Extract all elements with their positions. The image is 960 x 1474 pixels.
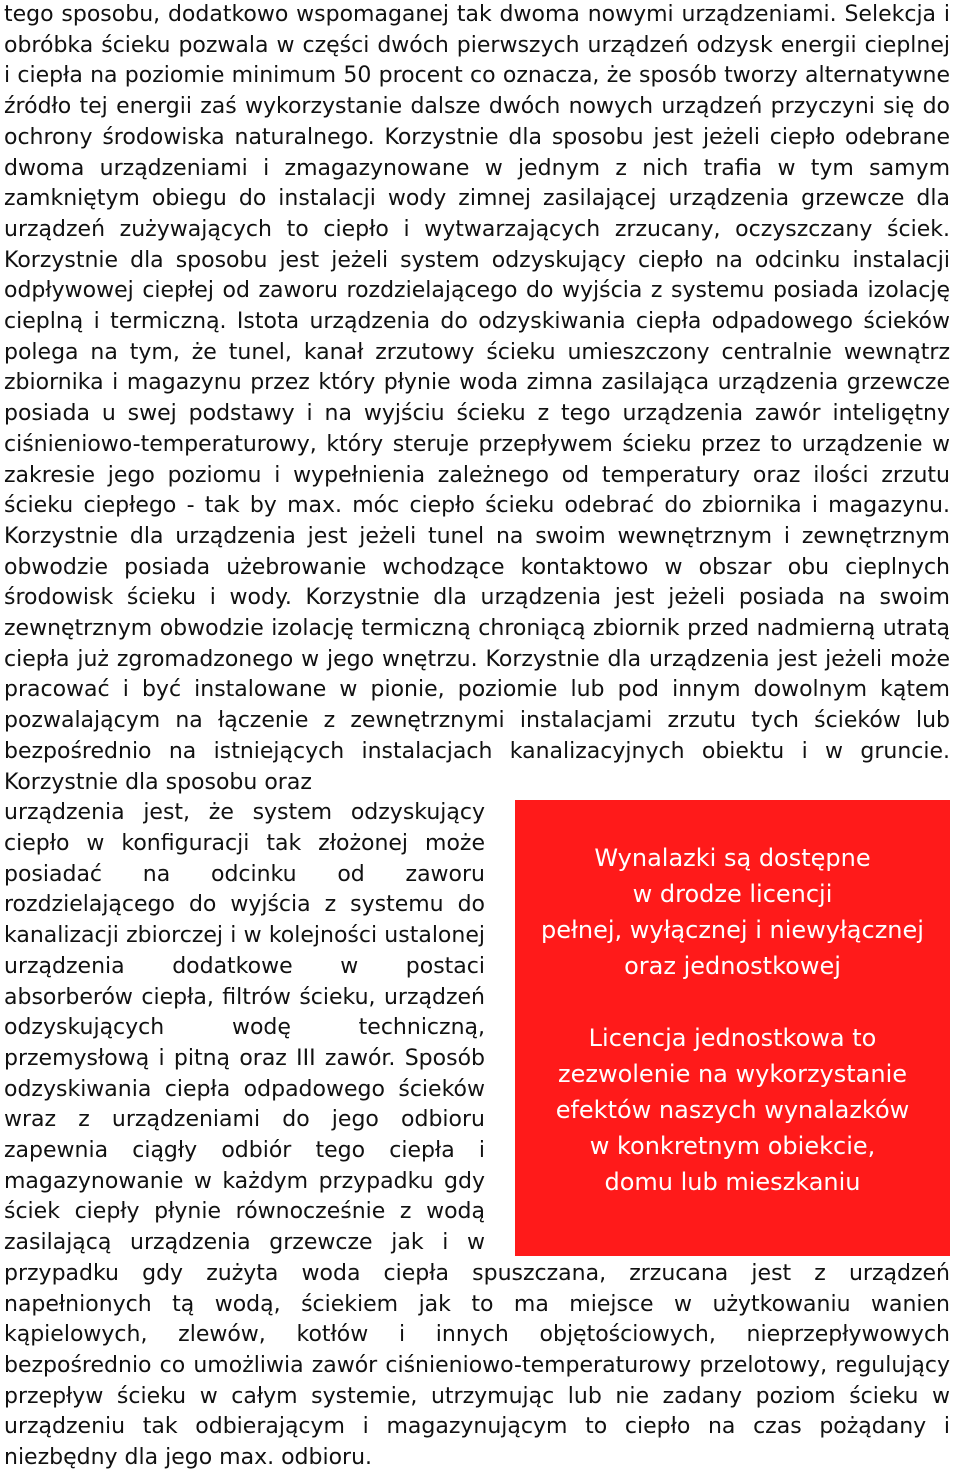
notice-line: Wynalazki są dostępne xyxy=(594,844,871,873)
notice-line: oraz jednostkowej xyxy=(624,952,841,981)
license-notice-box xyxy=(515,800,950,1256)
license-notice-block-2 xyxy=(515,1020,950,1200)
body-paragraph-wrap: urządzenia jest, że system odzyskujący ciepło w konfiguracji tak złożonej może posiadać na odcinku od zaworu rozdzielającego do wyjścia z systemu do kanalizacji zbiorczej i w kolejności ustalonej urządzenia dodatkowe w postaci absorberów ciepła, filtrów ścieku, urządzeń odzyskujących wodę techniczną, przemysłową i pitną oraz III zawór. Sposób odzyskiwania ciepła odpadowego ścieków wraz z urządzeniami do jego odbioru zapewnia ciągły odbiór tego ciepła i magazynowanie w każdym przypadku gdy ściek ciepły płynie równocześnie z wodą zasilającą urządzenia grzewcze jak i w przypadku gdy zużyta woda ciepła spuszczana, zrzucana jest z urządzeń napełnionych tą wodą, ściekiem jak to ma miejsce w użytkowaniu wanien kąpielowych, zlewów, kotłów i innych objętościowych, nieprzepływowych bezpośrednio co umożliwia zawór ciśnieniowo-temperaturowy przelotowy, regulujący przepływ ścieku w całym systemie, utrzymując lub nie zadany poziom ścieku w urządzeniu tak odbierającym i magazynującym to ciepło na czas pożądany i niezbędny dla jego max. odbioru. xyxy=(4,800,950,1471)
notice-line: w drodze licencji xyxy=(632,880,833,909)
notice-line: domu lub mieszkaniu xyxy=(604,1168,861,1197)
notice-line: pełnej, wyłącznej i niewyłącznej xyxy=(541,916,924,945)
license-notice-block-1 xyxy=(515,840,950,984)
document-page xyxy=(4,0,950,1474)
notice-line: Licencja jednostkowa to xyxy=(588,1024,877,1053)
body-paragraph-top: tego sposobu, dodatkowo wspomaganej tak dwoma nowymi urządzeniami. Selekcja i obróbka ścieku pozwala w części dwóch pierwszych urządzeń odzysk energii cieplnej i ciepła na poziomie minimum 50 procent co oznacza, że sposób tworzy alternatywne źródło tej energii zaś wykorzystanie dalsze dwóch nowych urządzeń przyczyni się do ochrony środowiska naturalnego. Korzystnie dla sposobu jest jeżeli ciepło odebrane dwoma urządzeniami i zmagazynowane w jednym z nich trafia w tym samym zamkniętym obiegu do instalacji wody zimnej zasilającej urządzenia grzewcze dla urządzeń zużywających to ciepło i wytwarzających zrzucany, oczyszczany ściek. Korzystnie dla sposobu jest jeżeli system odzyskujący ciepło na odcinku instalacji odpływowej ciepłej od zaworu rozdzielającego do wyjścia z systemu posiada izolację cieplną i termiczną. Istota urządzenia do odzyskiwania ciepła odpadowego ścieków polega na tym, że tunel, kanał zrzutowy ścieku umieszczony centralnie wewnątrz zbiornika i magazynu przez który płynie woda zimna zasilająca urządzenia grzewcze posiada u swej podstawy i na wyjściu ścieku z tego urządzenia zawór inteligętny ciśnieniowo-temperaturowy, który steruje przepływem ścieku przez to urządzenie w zakresie jego poziomu i wypełnienia zależnego od temperatury oraz ilości zrzutu ścieku ciepłego - tak by max. móc ciepło ścieku odebrać do zbiornika i magazynu. Korzystnie dla urządzenia jest jeżeli tunel na swoim wewnętrznym i zewnętrznym obwodzie posiada użebrowanie wchodzące kontaktowo w obszar obu cieplnych środowisk ścieku i wody. Korzystnie dla urządzenia jest jeżeli posiada na swoim zewnętrznym obwodzie izolację termiczną chroniącą zbiornik przed nadmierną utratą ciepła już zgromadzonego w jego wnętrzu. Korzystnie dla urządzenia jest jeżeli może pracować i być instalowane w pionie, poziomie lub pod innym dowolnym kątem pozwalającym na łączenie z zewnętrznymi instalacjami zrzutu tych ścieków lub bezpośrednio na istniejących instalacjach kanalizacyjnych obiektu i w gruncie. Korzystnie dla sposobu oraz xyxy=(4,2,950,795)
notice-line: w konkretnym obiekcie, xyxy=(589,1132,876,1161)
notice-line: zezwolenie na wykorzystanie xyxy=(557,1060,908,1089)
notice-line: efektów naszych wynalazków xyxy=(555,1096,910,1125)
